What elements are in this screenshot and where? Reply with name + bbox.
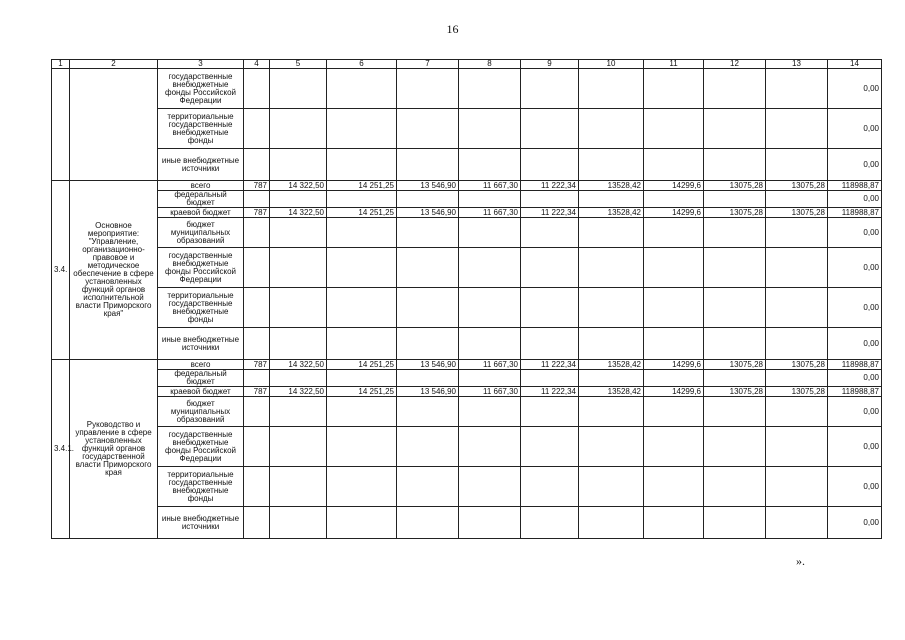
value-cell: 787 <box>244 360 270 370</box>
value-cell <box>521 507 579 539</box>
value-cell <box>644 288 704 328</box>
total-cell: 0,00 <box>828 218 882 248</box>
total-cell: 0,00 <box>828 248 882 288</box>
value-cell <box>704 69 766 109</box>
value-cell <box>766 370 828 387</box>
column-number: 4 <box>244 60 270 69</box>
value-cell <box>579 218 644 248</box>
column-number: 14 <box>828 60 882 69</box>
value-cell <box>244 467 270 507</box>
value-cell <box>327 191 397 208</box>
value-cell: 14 322,50 <box>270 387 327 397</box>
total-cell: 0,00 <box>828 149 882 181</box>
value-cell: 11 667,30 <box>459 208 521 218</box>
value-cell <box>766 149 828 181</box>
table-body <box>52 60 882 539</box>
value-cell <box>579 109 644 149</box>
funding-source: территориальные государственные внебюджетные фонды <box>158 109 244 149</box>
value-cell <box>704 427 766 467</box>
value-cell: 13 546,90 <box>397 181 459 191</box>
value-cell <box>579 149 644 181</box>
value-cell: 11 667,30 <box>459 387 521 397</box>
total-cell: 0,00 <box>828 397 882 427</box>
value-cell <box>704 397 766 427</box>
header-row <box>52 60 882 69</box>
column-number: 13 <box>766 60 828 69</box>
funding-source: федеральный бюджет <box>158 370 244 387</box>
value-cell <box>397 507 459 539</box>
funding-source: государственные внебюджетные фонды Российской Федерации <box>158 69 244 109</box>
value-cell: 14 251,25 <box>327 208 397 218</box>
funding-source: бюджет муниципальных образований <box>158 218 244 248</box>
item-name-cell <box>70 69 158 181</box>
value-cell <box>327 427 397 467</box>
column-number: 9 <box>521 60 579 69</box>
value-cell: 11 222,34 <box>521 208 579 218</box>
value-cell: 14 251,25 <box>327 387 397 397</box>
value-cell <box>704 288 766 328</box>
total-cell: 0,00 <box>828 191 882 208</box>
value-cell: 13528,42 <box>579 360 644 370</box>
value-cell <box>644 328 704 360</box>
value-cell <box>459 191 521 208</box>
value-cell <box>327 288 397 328</box>
value-cell <box>327 467 397 507</box>
value-cell <box>579 328 644 360</box>
value-cell <box>704 248 766 288</box>
value-cell <box>244 427 270 467</box>
column-number: 10 <box>579 60 644 69</box>
value-cell <box>521 397 579 427</box>
value-cell: 11 667,30 <box>459 181 521 191</box>
value-cell <box>270 397 327 427</box>
value-cell <box>459 149 521 181</box>
column-number: 2 <box>70 60 158 69</box>
column-number: 6 <box>327 60 397 69</box>
value-cell: 11 667,30 <box>459 360 521 370</box>
value-cell <box>397 370 459 387</box>
value-cell <box>644 467 704 507</box>
value-cell <box>704 191 766 208</box>
value-cell <box>644 370 704 387</box>
item-name: Руководство и управление в сфере установленных функций органов государственной власти Приморского края <box>70 360 158 539</box>
value-cell: 13 546,90 <box>397 208 459 218</box>
value-cell <box>766 69 828 109</box>
value-cell <box>244 288 270 328</box>
value-cell <box>397 248 459 288</box>
closing-mark: ». <box>796 554 805 568</box>
value-cell <box>521 149 579 181</box>
funding-source: территориальные государственные внебюджетные фонды <box>158 467 244 507</box>
value-cell <box>459 218 521 248</box>
value-cell: 14299,6 <box>644 360 704 370</box>
value-cell <box>766 248 828 288</box>
value-cell <box>244 69 270 109</box>
value-cell: 13 546,90 <box>397 387 459 397</box>
value-cell <box>704 467 766 507</box>
value-cell <box>244 248 270 288</box>
value-cell <box>270 370 327 387</box>
value-cell <box>244 109 270 149</box>
table-row <box>52 467 882 507</box>
total-cell: 0,00 <box>828 328 882 360</box>
table-row <box>52 248 882 288</box>
total-cell: 118988,87 <box>828 181 882 191</box>
value-cell: 13075,28 <box>704 208 766 218</box>
funding-source: государственные внебюджетные фонды Российской Федерации <box>158 248 244 288</box>
table-row <box>52 109 882 149</box>
value-cell: 11 222,34 <box>521 360 579 370</box>
value-cell <box>327 328 397 360</box>
page-number: 16 <box>446 22 459 36</box>
value-cell <box>644 248 704 288</box>
value-cell <box>704 507 766 539</box>
total-cell: 0,00 <box>828 69 882 109</box>
funding-source: краевой бюджет <box>158 208 244 218</box>
value-cell <box>397 397 459 427</box>
value-cell <box>270 248 327 288</box>
value-cell <box>521 288 579 328</box>
value-cell <box>459 328 521 360</box>
table-row <box>52 387 882 397</box>
value-cell <box>579 248 644 288</box>
value-cell: 13075,28 <box>704 181 766 191</box>
value-cell <box>397 427 459 467</box>
value-cell <box>327 397 397 427</box>
item-code-cell <box>52 69 70 181</box>
table-row <box>52 191 882 208</box>
value-cell <box>270 69 327 109</box>
value-cell: 13 546,90 <box>397 360 459 370</box>
table-row <box>52 397 882 427</box>
total-cell: 118988,87 <box>828 387 882 397</box>
value-cell <box>397 218 459 248</box>
value-cell <box>644 69 704 109</box>
total-cell: 118988,87 <box>828 208 882 218</box>
value-cell <box>521 370 579 387</box>
value-cell <box>327 507 397 539</box>
value-cell <box>644 507 704 539</box>
value-cell: 13075,28 <box>766 360 828 370</box>
funding-source: краевой бюджет <box>158 387 244 397</box>
value-cell <box>644 149 704 181</box>
total-cell: 0,00 <box>828 427 882 467</box>
value-cell <box>766 288 828 328</box>
funding-source: государственные внебюджетные фонды Российской Федерации <box>158 427 244 467</box>
value-cell <box>459 109 521 149</box>
table-row <box>52 218 882 248</box>
value-cell <box>270 218 327 248</box>
total-cell: 0,00 <box>828 370 882 387</box>
value-cell <box>644 427 704 467</box>
funding-source: федеральный бюджет <box>158 191 244 208</box>
value-cell <box>327 370 397 387</box>
value-cell <box>766 427 828 467</box>
funding-source: иные внебюджетные источники <box>158 328 244 360</box>
value-cell <box>459 370 521 387</box>
value-cell: 14299,6 <box>644 208 704 218</box>
value-cell: 787 <box>244 181 270 191</box>
value-cell <box>521 248 579 288</box>
funding-source: всего <box>158 360 244 370</box>
column-number: 7 <box>397 60 459 69</box>
value-cell: 14299,6 <box>644 181 704 191</box>
value-cell <box>270 149 327 181</box>
value-cell: 787 <box>244 387 270 397</box>
value-cell <box>397 191 459 208</box>
item-name: Основное мероприятие: "Управление, организационно-правовое и методическое обеспечение в сфере установленных функций органов исполнительной власти Приморского края" <box>70 181 158 360</box>
value-cell <box>270 191 327 208</box>
funding-source: иные внебюджетные источники <box>158 507 244 539</box>
value-cell: 13075,28 <box>704 387 766 397</box>
funding-source: территориальные государственные внебюджетные фонды <box>158 288 244 328</box>
value-cell <box>521 427 579 467</box>
value-cell <box>644 191 704 208</box>
value-cell: 13528,42 <box>579 208 644 218</box>
funding-source: всего <box>158 181 244 191</box>
value-cell: 13075,28 <box>704 360 766 370</box>
value-cell <box>244 397 270 427</box>
value-cell: 14299,6 <box>644 387 704 397</box>
value-cell <box>644 109 704 149</box>
table-row <box>52 427 882 467</box>
value-cell <box>244 191 270 208</box>
value-cell <box>644 218 704 248</box>
value-cell <box>244 507 270 539</box>
value-cell: 13075,28 <box>766 181 828 191</box>
value-cell <box>579 467 644 507</box>
value-cell <box>327 149 397 181</box>
value-cell <box>397 288 459 328</box>
value-cell <box>244 149 270 181</box>
value-cell <box>327 248 397 288</box>
column-number: 1 <box>52 60 70 69</box>
funding-source: иные внебюджетные источники <box>158 149 244 181</box>
value-cell: 11 222,34 <box>521 181 579 191</box>
value-cell <box>521 191 579 208</box>
value-cell <box>766 328 828 360</box>
value-cell <box>579 191 644 208</box>
value-cell <box>704 109 766 149</box>
value-cell <box>579 370 644 387</box>
value-cell <box>327 109 397 149</box>
value-cell <box>766 507 828 539</box>
value-cell <box>459 248 521 288</box>
value-cell: 14 251,25 <box>327 360 397 370</box>
value-cell <box>397 149 459 181</box>
value-cell <box>459 288 521 328</box>
table-row <box>52 328 882 360</box>
value-cell: 14 322,50 <box>270 181 327 191</box>
value-cell <box>270 109 327 149</box>
value-cell: 13528,42 <box>579 181 644 191</box>
table-row <box>52 507 882 539</box>
total-cell: 0,00 <box>828 288 882 328</box>
value-cell: 13075,28 <box>766 208 828 218</box>
value-cell <box>459 507 521 539</box>
value-cell <box>397 467 459 507</box>
value-cell <box>521 218 579 248</box>
value-cell <box>270 507 327 539</box>
column-number: 3 <box>158 60 244 69</box>
value-cell <box>766 397 828 427</box>
table-row <box>52 69 882 109</box>
item-code: 3.4. <box>52 181 70 360</box>
total-cell: 0,00 <box>828 507 882 539</box>
value-cell <box>521 69 579 109</box>
value-cell <box>397 328 459 360</box>
value-cell: 13075,28 <box>766 387 828 397</box>
value-cell <box>579 288 644 328</box>
table-row <box>52 181 882 191</box>
value-cell <box>766 109 828 149</box>
budget-table <box>51 59 882 539</box>
value-cell: 14 322,50 <box>270 360 327 370</box>
value-cell <box>327 218 397 248</box>
value-cell <box>579 69 644 109</box>
value-cell <box>244 328 270 360</box>
value-cell <box>244 218 270 248</box>
value-cell <box>327 69 397 109</box>
table-row <box>52 288 882 328</box>
value-cell <box>521 109 579 149</box>
table-row <box>52 370 882 387</box>
value-cell <box>397 109 459 149</box>
value-cell <box>459 427 521 467</box>
column-number: 12 <box>704 60 766 69</box>
value-cell <box>521 328 579 360</box>
value-cell <box>644 397 704 427</box>
table-row <box>52 208 882 218</box>
item-code: 3.4.1. <box>52 360 70 539</box>
value-cell: 787 <box>244 208 270 218</box>
value-cell <box>704 149 766 181</box>
funding-source: бюджет муниципальных образований <box>158 397 244 427</box>
value-cell <box>704 328 766 360</box>
value-cell <box>459 69 521 109</box>
value-cell <box>766 191 828 208</box>
column-number: 11 <box>644 60 704 69</box>
value-cell <box>766 218 828 248</box>
value-cell <box>459 467 521 507</box>
value-cell <box>270 288 327 328</box>
total-cell: 118988,87 <box>828 360 882 370</box>
total-cell: 0,00 <box>828 109 882 149</box>
value-cell <box>270 328 327 360</box>
value-cell <box>766 467 828 507</box>
column-number: 8 <box>459 60 521 69</box>
table-row <box>52 360 882 370</box>
value-cell <box>704 370 766 387</box>
value-cell <box>270 467 327 507</box>
value-cell <box>579 507 644 539</box>
value-cell <box>521 467 579 507</box>
value-cell <box>704 218 766 248</box>
value-cell <box>397 69 459 109</box>
value-cell <box>459 397 521 427</box>
column-number: 5 <box>270 60 327 69</box>
value-cell: 14 322,50 <box>270 208 327 218</box>
value-cell <box>579 397 644 427</box>
table-row <box>52 149 882 181</box>
value-cell: 14 251,25 <box>327 181 397 191</box>
total-cell: 0,00 <box>828 467 882 507</box>
value-cell: 11 222,34 <box>521 387 579 397</box>
value-cell <box>244 370 270 387</box>
value-cell: 13528,42 <box>579 387 644 397</box>
value-cell <box>579 427 644 467</box>
value-cell <box>270 427 327 467</box>
